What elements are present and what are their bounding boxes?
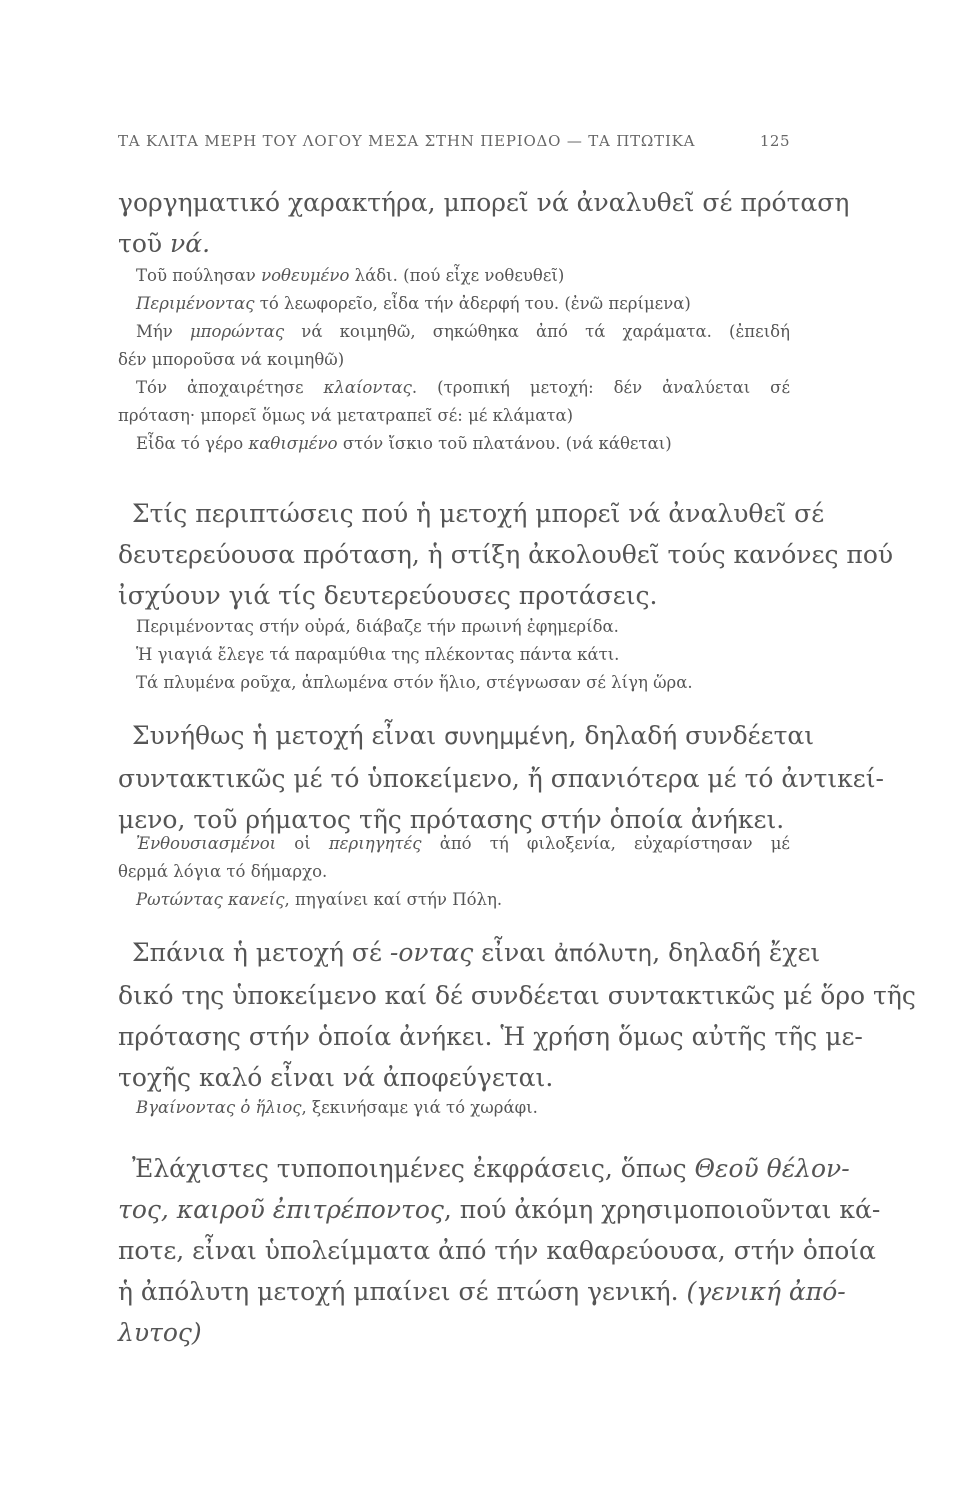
text-line: [118, 223, 790, 264]
text-line: πρότασης στήν ὁποία ἀνήκει. Ἡ χρήση ὅμως αὐτῆς τῆς με-: [118, 1022, 863, 1051]
text-line: Στίς περιπτώσεις πού ἡ μετοχή μπορεῖ νά ἀναλυθεῖ σέ: [132, 499, 825, 528]
examples-block-3: [118, 830, 790, 914]
text-line: γοργηματικό χαρακτήρα, μπορεῖ νά ἀναλυθεῖ σέ πρόταση: [118, 188, 850, 217]
bold-term: συνημμένη: [444, 724, 569, 750]
text-run: , πηγαίνει καί στήν Πόλη.: [284, 890, 503, 909]
italic-run: μπορώντας: [189, 322, 285, 341]
paragraph-2: [118, 493, 894, 616]
paragraph-5: [118, 1148, 881, 1353]
example-line: [136, 262, 790, 290]
text-line: ποτε, εἶναι ὑπολείμματα ἀπό τήν καθαρεύουσα, στήν ὁποία: [118, 1236, 876, 1265]
text-line: [118, 1312, 790, 1353]
text-run: ἡ ἀπόλυτη μετοχή μπαίνει σέ πτώση γενική.: [118, 1277, 687, 1306]
paragraph-1: [118, 182, 850, 264]
text-run: Εἶδα τό γέρο: [136, 434, 249, 453]
running-header: [118, 132, 790, 150]
examples-block-4: [118, 1094, 790, 1122]
italic-run: περιηγητές: [328, 834, 422, 853]
text-line: [118, 1189, 881, 1230]
italic-run: ὁ ἥλιος: [240, 1098, 302, 1117]
text-line: δευτερεύουσα πρόταση, ἡ στίξη ἀκολουθεῖ τούς κανόνες πού: [118, 540, 894, 569]
text-run: , ξεκινήσαμε γιά τό χωράφι.: [301, 1098, 538, 1117]
text-line: [118, 1271, 846, 1312]
running-title: ΤΑ ΚΛΙΤΑ ΜΕΡΗ ΤΟΥ ΛΟΓΟΥ ΜΕΣΑ ΣΤΗΝ ΠΕΡΙΟΔΟ — ΤΑ ΠΤΩΤΙΚΑ: [118, 132, 696, 150]
example-line: [136, 374, 790, 402]
text-run: εἶναι: [473, 938, 554, 967]
italic-run: τος, καιροῦ ἐπιτρέποντος: [118, 1195, 444, 1224]
example-line: [136, 290, 790, 318]
italic-run: κανείς: [227, 890, 285, 909]
text-run: λάδι. (πού εἶχε νοθευθεῖ): [349, 266, 565, 285]
example-line: [136, 1094, 790, 1122]
example-line: Περιμένοντας στήν οὐρά, διάβαζε τήν πρωινή ἐφημερίδα.: [136, 617, 619, 636]
examples-block-2: [118, 613, 790, 697]
italic-run: λυτος): [118, 1318, 202, 1347]
text-run: Μήν: [136, 322, 190, 341]
text-line: ἰσχύουν γιά τίς δευτερεύουσες προτάσεις.: [118, 581, 658, 610]
text-run: Ἐλάχιστες τυποποιημένες ἐκφράσεις, ὅπως: [132, 1154, 695, 1183]
italic-run: καθισμένο: [248, 434, 338, 453]
example-line: πρόταση· μπορεῖ ὅμως νά μετατραπεῖ σέ: μέ κλάματα): [118, 406, 574, 425]
example-line: θερμά λόγια τό δήμαρχο.: [118, 862, 328, 881]
italic-run: Βγαίνοντας: [136, 1098, 236, 1117]
italic-run: Ἐνθουσιασμένοι: [136, 834, 277, 853]
italic-run: νοθευμένο: [261, 266, 350, 285]
italic-run: -οντας: [389, 938, 474, 967]
page-number: 125: [759, 132, 790, 150]
text-run: Τόν ἀποχαιρέτησε: [136, 378, 324, 397]
text-run: τό λεωφορεῖο, εἶδα τήν ἀδερφή του. (ἐνῶ περίμενα): [254, 294, 691, 313]
example-line: [136, 430, 790, 458]
text-line: τοχῆς καλό εἶναι νά ἀποφεύγεται.: [118, 1063, 554, 1092]
text-line: [118, 932, 821, 975]
text-line: δικό της ὑποκείμενο καί δέ συνδέεται συντακτικῶς μέ ὅρο τῆς: [118, 981, 916, 1010]
text-run: ἀπό τή φιλοξενία, εὐχαρίστησαν μέ: [421, 834, 790, 853]
text-line: [118, 715, 815, 758]
text-run: , δηλαδή ἔχει: [652, 938, 821, 967]
text-run: , πού ἀκόμη χρησιμοποιοῦνται κά-: [443, 1195, 881, 1224]
text-run: οἱ: [276, 834, 329, 853]
example-line: [136, 318, 790, 346]
italic-run: νά.: [170, 229, 211, 258]
italic-run: Ρωτώντας: [136, 890, 223, 909]
text-line: συντακτικῶς μέ τό ὑποκείμενο, ἤ σπανιότερα μέ τό ἀντικεί-: [118, 764, 884, 793]
text-run: τοῦ: [118, 229, 171, 258]
italic-run: Περιμένοντας: [136, 294, 255, 313]
text-run: Τοῦ πούλησαν: [136, 266, 262, 285]
bold-term: ἀπόλυτη: [553, 941, 653, 967]
example-line: δέν μποροῦσα νά κοιμηθῶ): [118, 350, 345, 369]
example-line: [136, 886, 790, 914]
italic-run: κλαίοντας: [323, 378, 412, 397]
italic-run: (γενική ἀπό-: [686, 1277, 846, 1306]
text-run: νά κοιμηθῶ, σηκώθηκα ἀπό τά χαράματα. (ἐπειδή: [284, 322, 790, 341]
paragraph-4: [118, 932, 916, 1098]
paragraph-3: [118, 715, 884, 840]
example-line: Τά πλυμένα ροῦχα, ἁπλωμένα στόν ἥλιο, στέγνωσαν σέ λίγη ὥρα.: [136, 673, 693, 692]
text-line: [118, 1148, 850, 1189]
examples-block-1: [118, 262, 790, 458]
example-line: Ἡ γιαγιά ἔλεγε τά παραμύθια της πλέκοντας πάντα κάτι.: [136, 645, 620, 664]
text-run: στόν ἴσκιο τοῦ πλατάνου. (νά κάθεται): [337, 434, 672, 453]
italic-run: Θεοῦ θέλον-: [694, 1154, 850, 1183]
text-run: Σπάνια ἡ μετοχή σέ: [132, 938, 390, 967]
text-run: . (τροπική μετοχή: δέν ἀναλύεται σέ: [411, 378, 790, 397]
text-run: , δηλαδή συνδέεται: [568, 721, 815, 750]
text-line: μενο, τοῦ ρήματος τῆς πρότασης στήν ὁποία ἀνήκει.: [118, 805, 785, 834]
example-line: [136, 830, 790, 858]
text-run: Συνήθως ἡ μετοχή εἶναι: [132, 721, 445, 750]
